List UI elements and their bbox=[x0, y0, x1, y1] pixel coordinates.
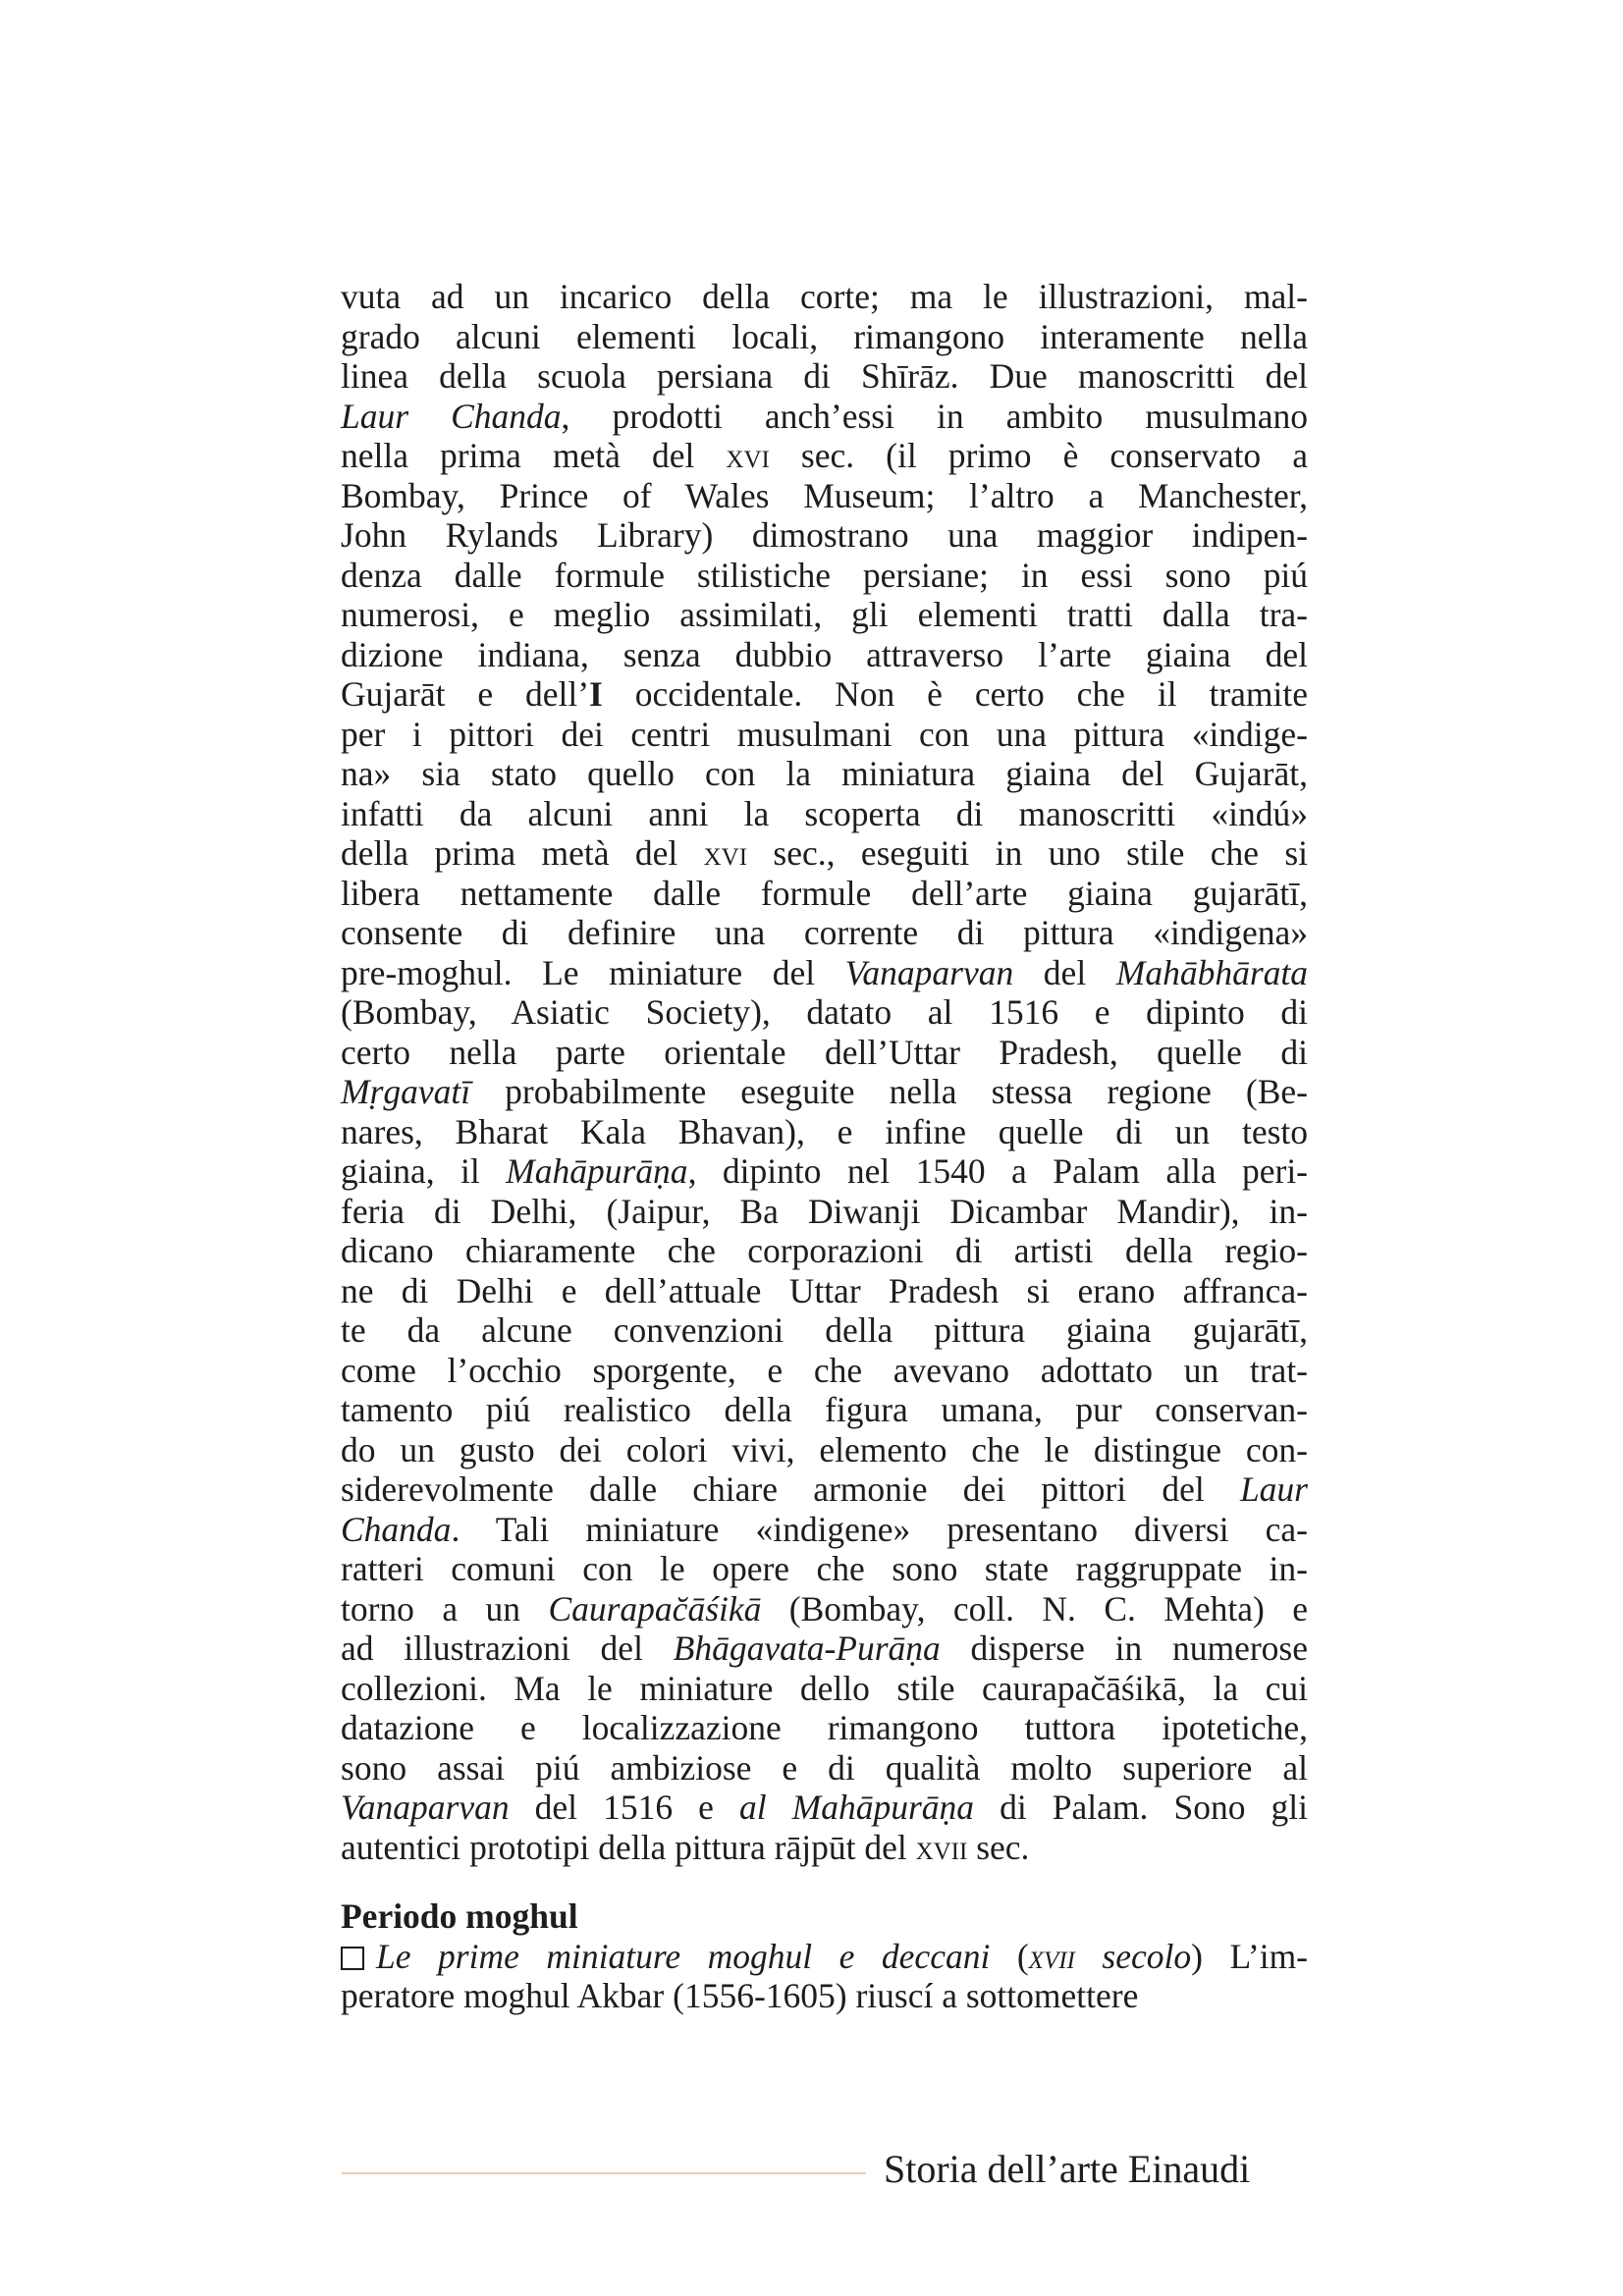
text-run: xvi bbox=[703, 833, 748, 873]
text-run: Gujarāt e dell’ bbox=[341, 674, 590, 714]
text-run: ratteri comuni con le opere che sono state raggruppate in- bbox=[341, 1549, 1308, 1588]
text-run: Le prime miniature moghul e deccani bbox=[376, 1936, 991, 1976]
text-run: torno a un bbox=[341, 1588, 549, 1629]
text-run: nares, Bharat Kala Bhavan), e infine quelle di un testo bbox=[341, 1111, 1308, 1151]
text-line bbox=[341, 595, 1308, 635]
text-line bbox=[341, 1976, 1308, 2016]
text-line bbox=[341, 1151, 1308, 1192]
text-line bbox=[341, 1072, 1308, 1112]
text-run: , dipinto nel 1540 a Palam alla peri- bbox=[687, 1151, 1309, 1191]
text-line bbox=[341, 1589, 1308, 1629]
section-heading: Periodo moghul bbox=[341, 1896, 578, 1936]
text-run: feria di Delhi, (Jaipur, Ba Diwanji Dicambar Mandir), in- bbox=[341, 1191, 1308, 1231]
text-run: ( bbox=[990, 1936, 1029, 1976]
text-line bbox=[341, 476, 1308, 516]
text-line bbox=[341, 635, 1308, 675]
text-line bbox=[341, 913, 1308, 953]
text-run: come l’occhio sporgente, e che avevano adottato un trat- bbox=[341, 1350, 1308, 1390]
text-run: Laur Chanda bbox=[341, 396, 562, 436]
text-run: John Rylands Library) dimostrano una maggior indipen- bbox=[341, 515, 1308, 555]
text-run: , prodotti anch’essi in ambito musulmano bbox=[561, 396, 1308, 436]
text-run: della prima metà del bbox=[341, 833, 704, 873]
text-line bbox=[341, 1390, 1308, 1430]
text-line bbox=[341, 1112, 1308, 1152]
text-line bbox=[341, 1748, 1308, 1789]
text-run: datazione e localizzazione rimangono tuttora ipotetiche, bbox=[341, 1708, 1308, 1747]
text-run: Vanaparvan bbox=[844, 952, 1014, 992]
text-line bbox=[341, 356, 1308, 397]
text-line bbox=[341, 1549, 1308, 1589]
text-run: nella prima metà del bbox=[341, 436, 727, 475]
text-line bbox=[341, 1271, 1308, 1311]
text-run: collezioni. Ma le miniature dello stile caurapac̆āśikā, la cui bbox=[341, 1668, 1308, 1708]
text-run: do un gusto dei colori vivi, elemento che le distingue con- bbox=[341, 1429, 1308, 1469]
text-run: giaina, il bbox=[341, 1151, 507, 1191]
text-line bbox=[341, 1033, 1308, 1073]
text-line bbox=[341, 1708, 1308, 1748]
text-line bbox=[341, 277, 1308, 317]
checkbox-icon bbox=[341, 1947, 364, 1970]
text-run: Bhāgavata-Purāṇa bbox=[673, 1629, 941, 1668]
text-run: dizione indiana, senza dubbio attraverso l’arte giaina del bbox=[341, 634, 1308, 674]
text-run: pre-moghul. Le miniature del bbox=[341, 952, 845, 992]
text-run: sec. bbox=[967, 1827, 1030, 1867]
text-line bbox=[341, 1430, 1308, 1470]
text-run: occidentale. Non è certo che il tramite bbox=[602, 674, 1308, 714]
text-run: del 1516 e bbox=[509, 1788, 739, 1827]
text-run: siderevolmente dalle chiare armonie dei pittori del bbox=[341, 1469, 1240, 1509]
text-run: secolo bbox=[1102, 1936, 1192, 1976]
text-line bbox=[341, 515, 1308, 556]
text-run: numerosi, e meglio assimilati, gli elementi tratti dalla tra- bbox=[341, 595, 1308, 634]
text-run: ) L’im- bbox=[1191, 1936, 1309, 1976]
text-line bbox=[341, 1629, 1308, 1669]
text-run: linea della scuola persiana di Shīrāz. Due manoscritti del bbox=[341, 356, 1308, 396]
text-run: per i pittori dei centri musulmani con una pittura «indige- bbox=[341, 714, 1308, 754]
text-line bbox=[341, 1510, 1308, 1550]
text-run: probabilmente eseguite nella stessa regione (Be- bbox=[470, 1072, 1308, 1111]
text-line bbox=[341, 953, 1308, 993]
text-run: vuta ad un incarico della corte; ma le illustrazioni, mal- bbox=[341, 277, 1308, 316]
text-run: ne di Delhi e dell’attuale Uttar Pradesh si erano affranca- bbox=[341, 1270, 1308, 1310]
text-run: (Bombay, coll. N. C. Mehta) e bbox=[761, 1588, 1308, 1629]
text-run: sono assai piú ambiziose e di qualità molto superiore al bbox=[341, 1747, 1308, 1788]
text-line bbox=[341, 556, 1308, 596]
text-run: peratore moghul Akbar (1556-1605) riuscí a sottomettere bbox=[341, 1976, 1139, 2015]
text-line bbox=[341, 874, 1308, 914]
text-line bbox=[341, 674, 1308, 715]
text-run: (Bombay, Asiatic Society), datato al 1516 e dipinto di bbox=[341, 992, 1308, 1032]
text-run: Bombay, Prince of Wales Museum; l’altro a Manchester, bbox=[341, 475, 1308, 515]
text-run: Caurapac̆āśikā bbox=[548, 1588, 762, 1629]
text-line bbox=[341, 317, 1308, 357]
text-run: libera nettamente dalle formule dell’arte giaina gujarātī, bbox=[341, 873, 1308, 913]
text-run: Mahābhārata bbox=[1115, 952, 1308, 992]
text-line bbox=[341, 754, 1308, 794]
text-line bbox=[341, 1231, 1308, 1271]
text-run: denza dalle formule stilistiche persiane; in essi sono piú bbox=[341, 555, 1308, 595]
text-run: grado alcuni elementi locali, rimangono interamente nella bbox=[341, 316, 1308, 356]
text-run: na» sia stato quello con la miniatura giaina del Gujarāt, bbox=[341, 754, 1308, 793]
body-paragraph bbox=[341, 277, 1308, 1867]
text-run: di Palam. Sono gli bbox=[974, 1788, 1308, 1827]
text-line bbox=[341, 397, 1308, 437]
text-run: consente di definire una corrente di pittura «indigena» bbox=[341, 913, 1308, 952]
text-run: xvii bbox=[1028, 1936, 1075, 1976]
text-line bbox=[341, 1937, 1308, 1977]
text-run: sec. (il primo è conservato a bbox=[769, 436, 1308, 475]
text-run: certo nella parte orientale dell’Uttar Pradesh, quelle di bbox=[341, 1032, 1308, 1072]
text-run: sec., eseguiti in uno stile che si bbox=[747, 833, 1308, 873]
text-line bbox=[341, 833, 1308, 874]
text-line bbox=[341, 1788, 1308, 1828]
text-run: Laur bbox=[1239, 1469, 1308, 1509]
text-run: tamento piú realistico della figura umana, pur conservan- bbox=[341, 1390, 1308, 1429]
text-line bbox=[341, 1828, 1308, 1868]
page-body bbox=[341, 277, 1308, 2016]
text-run: dicano chiaramente che corporazioni di artisti della regio- bbox=[341, 1231, 1308, 1270]
text-line bbox=[341, 1469, 1308, 1510]
text-line bbox=[341, 715, 1308, 755]
text-line bbox=[341, 794, 1308, 834]
text-run: autentici prototipi della pittura rājpūt del bbox=[341, 1827, 916, 1867]
text-line bbox=[341, 436, 1308, 476]
text-run: Vanaparvan bbox=[341, 1788, 510, 1827]
text-run: xvii bbox=[915, 1827, 968, 1867]
text-run: disperse in numerose bbox=[940, 1629, 1308, 1668]
text-run: Chanda bbox=[341, 1509, 452, 1549]
text-run: del bbox=[1013, 952, 1116, 992]
footer-rule bbox=[342, 2172, 866, 2174]
text-run: Mahāpurāṇa bbox=[506, 1151, 688, 1191]
text-run: . Tali miniature «indigene» presentano diversi ca- bbox=[451, 1509, 1308, 1549]
text-run: te da alcune convenzioni della pittura giaina gujarātī, bbox=[341, 1310, 1308, 1350]
footer-title: Storia dell’arte Einaudi bbox=[884, 2147, 1251, 2191]
text-run bbox=[1075, 1937, 1103, 1976]
text-line bbox=[341, 1192, 1308, 1232]
text-run: al Mahāpurāṇa bbox=[738, 1788, 975, 1827]
text-run: infatti da alcuni anni la scoperta di manoscritti «indú» bbox=[341, 793, 1308, 833]
text-line bbox=[341, 1669, 1308, 1709]
text-run: xvi bbox=[726, 436, 770, 475]
text-line bbox=[341, 1310, 1308, 1351]
text-line bbox=[341, 1351, 1308, 1391]
text-run: ad illustrazioni del bbox=[341, 1629, 674, 1668]
text-line bbox=[341, 992, 1308, 1033]
text-run: I bbox=[589, 674, 603, 714]
text-run: Mṛgavatī bbox=[341, 1072, 471, 1111]
section-paragraph bbox=[341, 1937, 1308, 2016]
